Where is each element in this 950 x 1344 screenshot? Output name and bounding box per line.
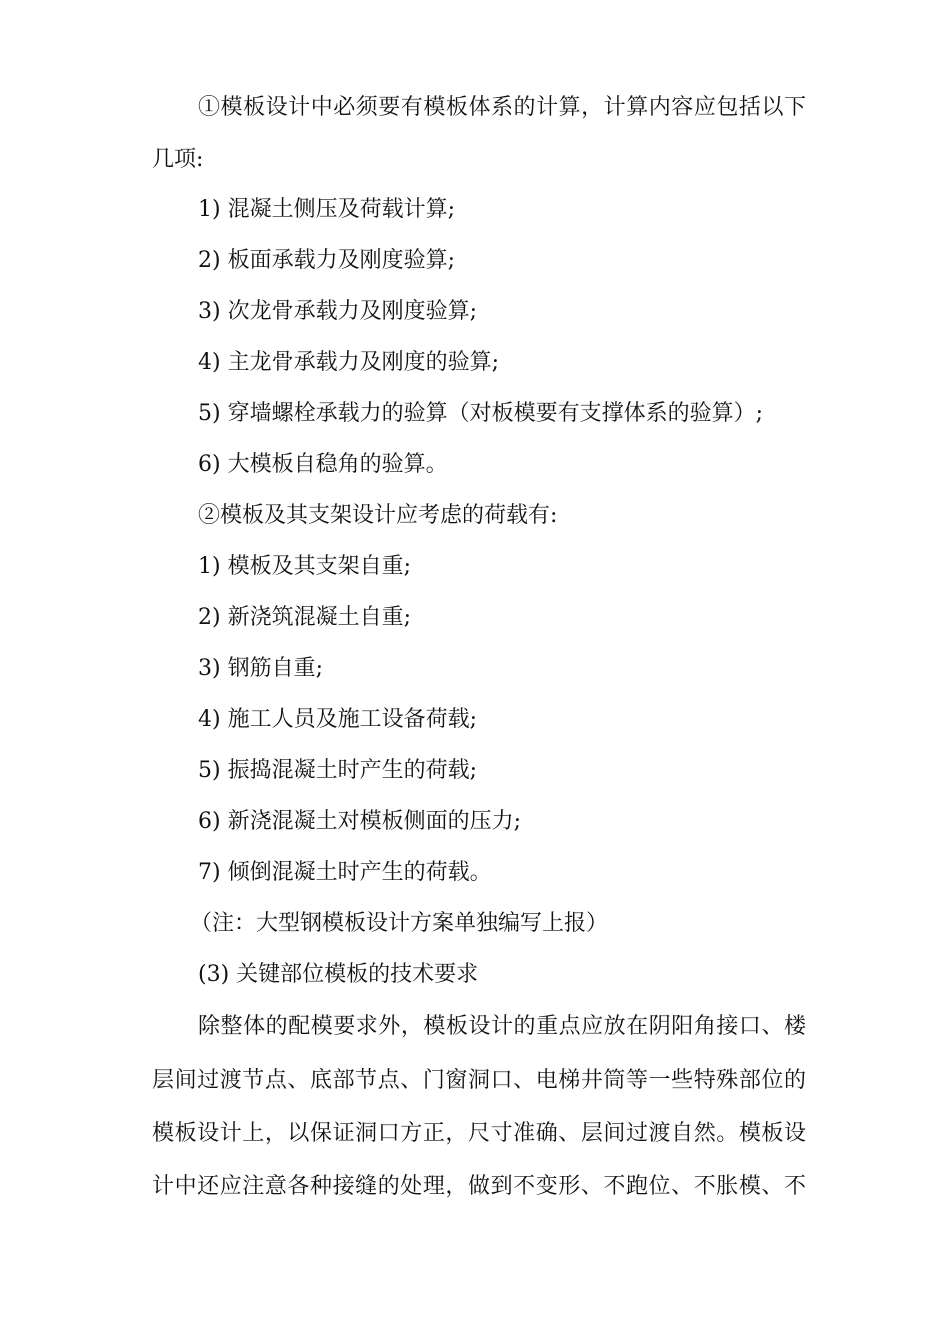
paragraph-calc-requirement-cont: 几项: (152, 147, 204, 172)
paragraph-calc-requirement: ①模板设计中必须要有模板体系的计算，计算内容应包括以下 (198, 95, 806, 120)
section-heading-key-parts: (3) 关键部位模板的技术要求 (198, 962, 479, 987)
paragraph-key-parts-line-1: 除整体的配模要求外，模板设计的重点应放在阴阳角接口、楼 (198, 1014, 806, 1039)
list-item-load-4: 4) 施工人员及施工设备荷载; (198, 707, 477, 732)
list-item-calc-6: 6) 大模板自稳角的验算。 (198, 452, 448, 477)
list-item-load-5: 5) 振捣混凝土时产生的荷载; (198, 758, 477, 783)
list-item-calc-1: 1) 混凝土侧压及荷载计算; (198, 197, 455, 222)
list-item-calc-3: 3) 次龙骨承载力及刚度验算; (198, 299, 477, 324)
list-item-load-3: 3) 钢筋自重; (198, 656, 323, 681)
list-item-load-7: 7) 倾倒混凝土时产生的荷载。 (198, 860, 492, 885)
list-item-calc-5: 5) 穿墙螺栓承载力的验算（对板模要有支撑体系的验算）; (198, 401, 763, 426)
paragraph-key-parts-line-3: 模板设计上，以保证洞口方正，尺寸准确、层间过渡自然。模板设 (152, 1121, 806, 1146)
note-text: （注：大型钢模板设计方案单独编写上报） (190, 911, 609, 936)
list-item-calc-2: 2) 板面承载力及刚度验算; (198, 248, 455, 273)
list-item-load-2: 2) 新浇筑混凝土自重; (198, 605, 411, 630)
list-item-load-6: 6) 新浇混凝土对模板侧面的压力; (198, 809, 521, 834)
list-item-load-1: 1) 模板及其支架自重; (198, 554, 411, 579)
paragraph-key-parts-line-2: 层间过渡节点、底部节点、门窗洞口、电梯井筒等一些特殊部位的 (152, 1068, 806, 1093)
paragraph-key-parts-line-4: 计中还应注意各种接缝的处理，做到不变形、不跑位、不胀模、不 (152, 1174, 806, 1199)
list-item-calc-4: 4) 主龙骨承载力及刚度的验算; (198, 350, 499, 375)
paragraph-load-heading: ②模板及其支架设计应考虑的荷载有: (198, 503, 558, 528)
